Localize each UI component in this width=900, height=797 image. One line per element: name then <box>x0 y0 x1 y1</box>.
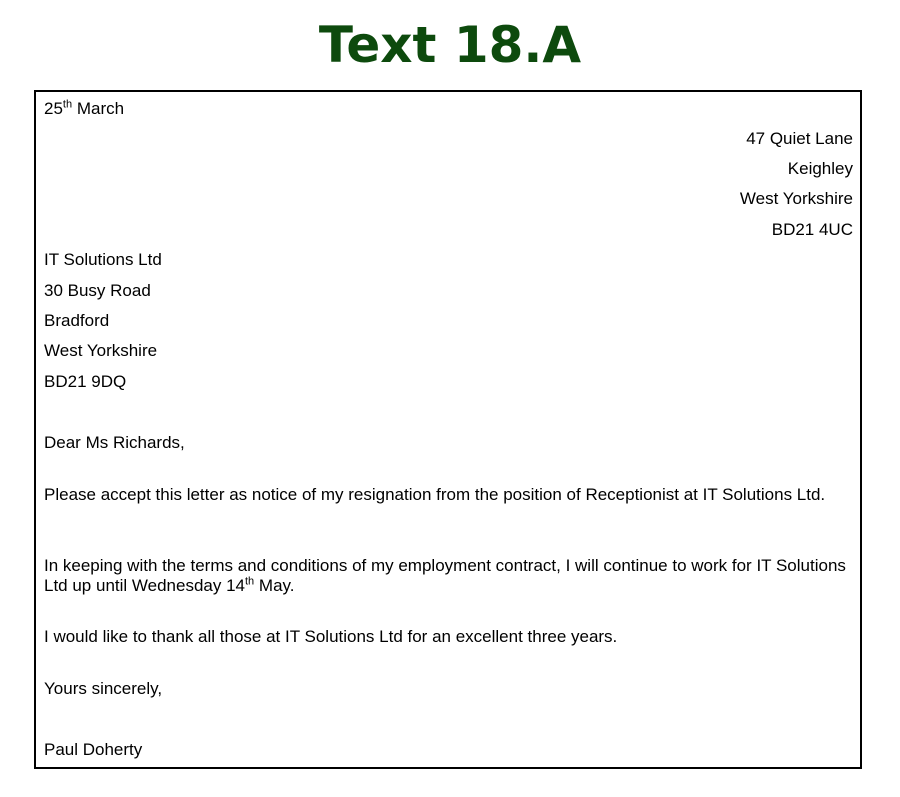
page-title: Text 18.A <box>318 16 582 74</box>
recipient-address-line: West Yorkshire <box>44 341 158 360</box>
recipient-address-line: BD21 9DQ <box>44 372 127 391</box>
salutation: Dear Ms Richards, <box>44 433 185 452</box>
letter-box <box>34 90 862 769</box>
closing: Yours sincerely, <box>44 679 163 698</box>
paragraph-2-text: In keeping with the terms and conditions of my employment contract, I will continue to work for IT Solutions Ltd up until Wednesday 14 <box>44 556 846 595</box>
body-paragraph-3: I would like to thank all those at IT Solutions Ltd for an excellent three years. <box>44 627 618 646</box>
paragraph-2-end: May. <box>254 576 295 595</box>
sender-address-line: Keighley <box>787 159 853 178</box>
date-day: 25 <box>44 99 63 118</box>
date-month: March <box>76 99 125 118</box>
body-paragraph-1: Please accept this letter as notice of my resignation from the position of Receptionist at IT Solutions Ltd. <box>44 485 826 504</box>
recipient-address-line: 30 Busy Road <box>44 281 151 300</box>
date-suffix: th <box>62 98 73 111</box>
body-paragraph-2 <box>44 556 854 596</box>
sender-address-line: 47 Quiet Lane <box>746 129 853 148</box>
sender-address-line: BD21 4UC <box>771 220 853 239</box>
paragraph-2-suffix: th <box>245 575 255 588</box>
letter-date <box>44 99 124 119</box>
recipient-address-line: IT Solutions Ltd <box>44 250 162 269</box>
signature-name: Paul Doherty <box>44 740 143 759</box>
recipient-address-line: Bradford <box>44 311 110 330</box>
sender-address-line: West Yorkshire <box>739 189 853 208</box>
